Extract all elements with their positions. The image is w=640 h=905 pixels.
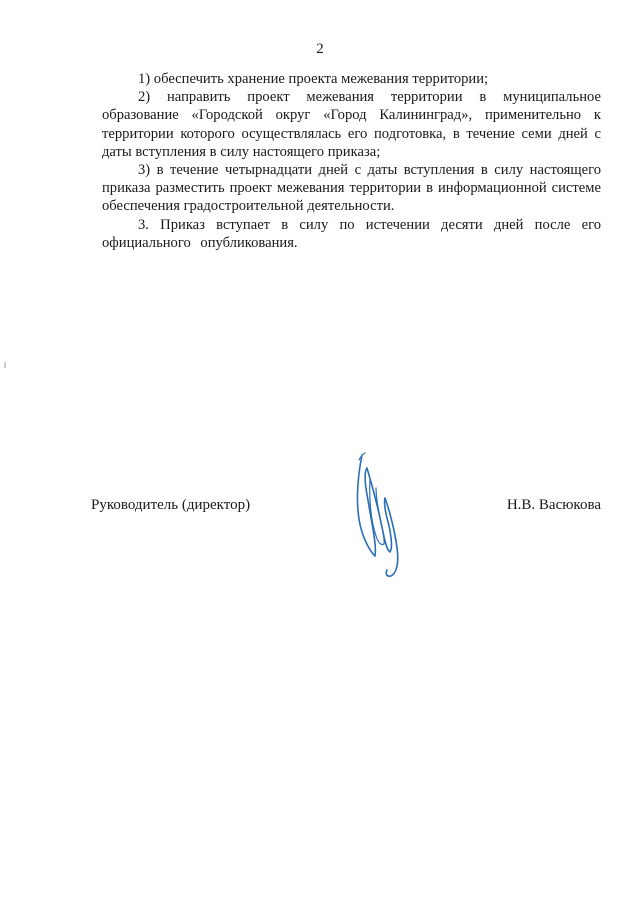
document-body bbox=[102, 70, 601, 252]
paragraph-publish-project: 3) в течение четырнадцати дней с даты вступления в силу настоящего приказа разместить проект межевания территории в информационной системе обеспечения градостроительной деятельности. bbox=[102, 162, 601, 215]
paragraph-effective-date: 3. Приказ вступает в силу по истечении десяти дней после его официального опубликования. bbox=[102, 216, 601, 251]
signer-name: Н.В. Васюкова bbox=[506, 497, 601, 513]
signer-position: Руководитель (директор) bbox=[91, 497, 251, 513]
page-number: 2 bbox=[316, 41, 324, 57]
signature-stroke bbox=[357, 455, 397, 576]
signature-inner-stroke bbox=[370, 480, 384, 545]
paragraph-store-project: 1) обеспечить хранение проекта межевания территории; bbox=[138, 71, 489, 87]
paragraph-send-project: 2) направить проект межевания территории в муниципальное образование «Городской округ «Город Калининград», применительно к территории которого осуществлялась его подготовка, в течение семи дней с даты вступления в силу настоящего приказа; bbox=[102, 89, 601, 160]
margin-mark bbox=[4, 362, 6, 368]
handwritten-signature bbox=[335, 440, 425, 590]
